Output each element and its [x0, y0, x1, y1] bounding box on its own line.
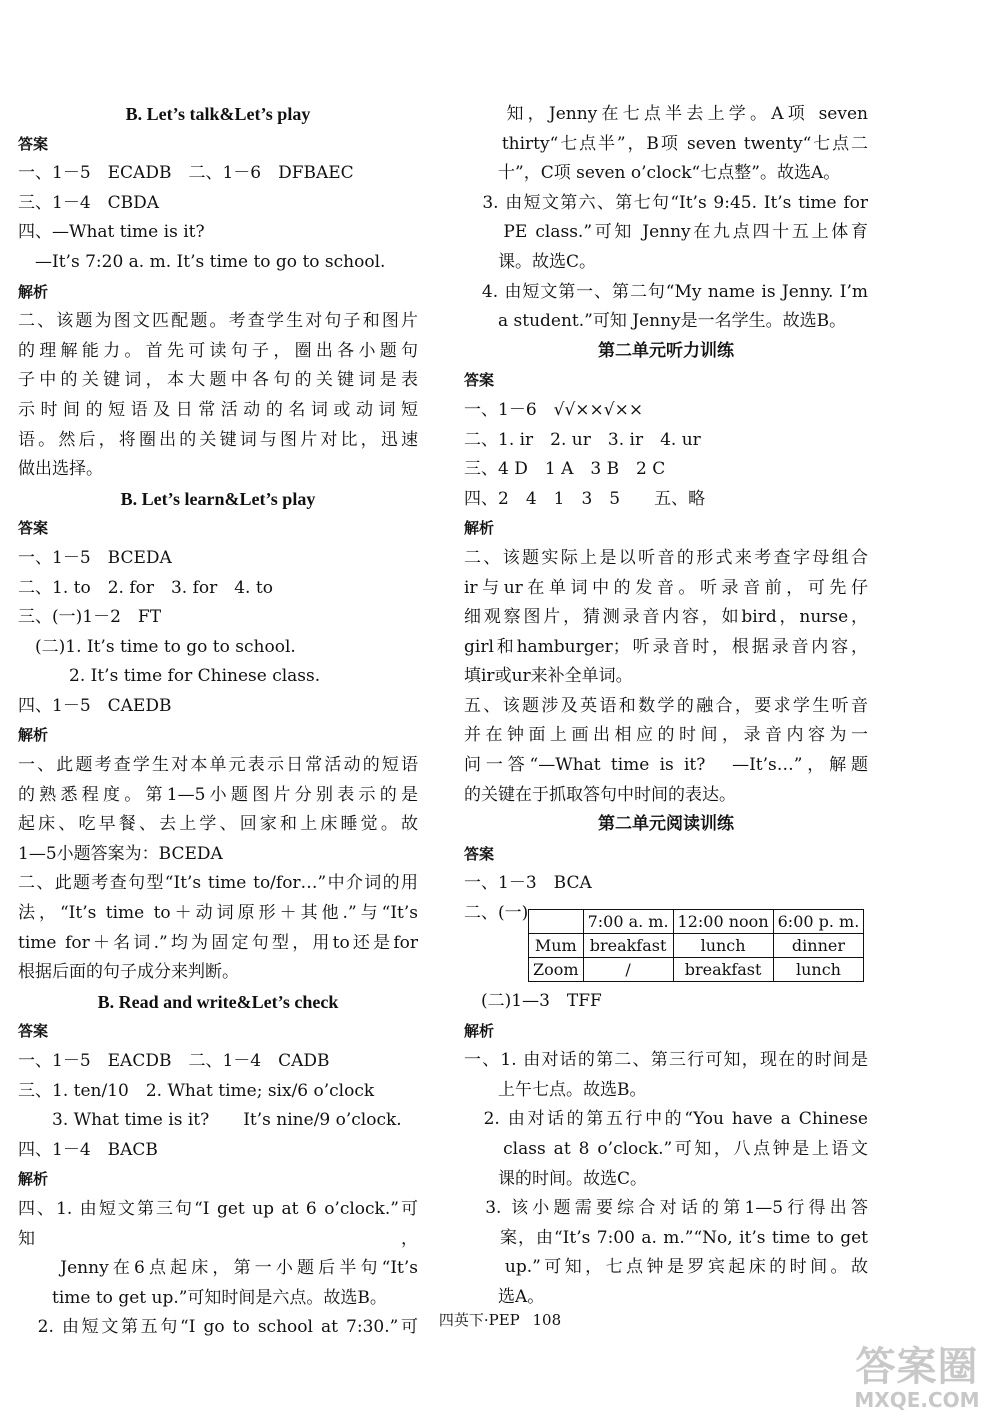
section-label: 解析: [18, 726, 49, 745]
left-column: [18, 100, 418, 1343]
text-line: 一、1－5 BCEDA: [18, 547, 172, 568]
table-row: [529, 934, 864, 958]
text-line: 三、1－4 CBDA: [18, 192, 160, 213]
text-line: 四、1－4 BACB: [18, 1139, 158, 1160]
text-line: 法，“It’s time to＋动词原形＋其他.”与“It’s: [18, 903, 418, 924]
table-cell: Zoom: [529, 958, 584, 982]
section-heading: 第二单元听力训练: [598, 340, 734, 361]
text-line: 一、1－5 EACDB 二、1－4 CADB: [18, 1051, 330, 1071]
text-line: 的熟悉程度。第1—5小题图片分别表示的是: [18, 784, 418, 805]
text-line: 四、1. 由短文第三句“I get up at 6 o’clock.”可知，: [18, 1198, 418, 1249]
text-line: 四、1－5 CAEDB: [18, 695, 172, 716]
text-line: up.”可知，七点钟是罗宾起床的时间。故: [464, 1257, 868, 1278]
text-line: 二、1. to 2. for 3. for 4. to: [18, 577, 273, 598]
table-row: [529, 958, 864, 982]
text-line: 上午七点。故选B。: [464, 1079, 647, 1100]
text-line: 并在钟面上画出相应的时间，录音内容为一: [464, 725, 868, 746]
text-line: 四、—What time is it?: [18, 222, 205, 243]
text-line: 二、此题考查句型“It’s time to/for…”中介词的用: [18, 873, 418, 894]
text-line: 做出选择。: [18, 459, 103, 480]
text-line: 2. 由对话的第五行中的“You have a Chinese: [464, 1109, 868, 1130]
text-line: a student.”可知 Jenny是一名学生。故选B。: [464, 311, 847, 332]
text-line: (二)1—3 TFF: [464, 991, 602, 1012]
page-number: 108: [532, 1311, 562, 1329]
text-line: 一、1－5 ECADB 二、1－6 DFBAEC: [18, 163, 354, 184]
text-line: 二、该题为图文匹配题。考查学生对句子和图片: [18, 311, 418, 332]
text-line: 示时间的短语及日常活动的名词或动词短: [18, 399, 418, 420]
text-line: 3. What time is it? It’s nine/9 o’clock.: [18, 1110, 402, 1131]
text-line: Jenny在6点起床，第一小题后半句“It’s: [18, 1258, 418, 1279]
text-line: 根据后面的句子成分来判断。: [18, 962, 239, 983]
text-line: 二、1. ir 2. ur 3. ir 4. ur: [464, 429, 701, 450]
text-line: 四、2 4 1 3 5 五、略: [464, 488, 706, 509]
table-header-cell: 7:00 a. m.: [583, 910, 673, 934]
section-label: 答案: [18, 519, 49, 538]
text-line: 一、1－3 BCA: [464, 873, 592, 894]
text-line: time for＋名词.”均为固定句型，用to还是for: [18, 932, 418, 953]
table-prefix: 二、(一): [464, 903, 529, 924]
text-line: 2. It’s time for Chinese class.: [18, 666, 321, 687]
table-cell: /: [583, 958, 673, 982]
table-cell: lunch: [673, 934, 773, 958]
text-line: 2. 由短文第五句“I go to school at 7:30.”可: [18, 1317, 418, 1338]
text-line: time to get up.”可知时间是六点。故选B。: [18, 1287, 387, 1308]
table-header-cell: [529, 910, 584, 934]
right-column: [464, 100, 868, 1313]
text-line: 选A。: [464, 1286, 545, 1307]
table-header-cell: 6:00 p. m.: [773, 910, 864, 934]
text-line: 3. 由短文第六、第七句“It’s 9:45. It’s time for: [464, 192, 868, 213]
text-line: 1—5小题答案为：BCEDA: [18, 843, 223, 864]
watermark-logo: [842, 1345, 992, 1415]
table-cell: breakfast: [583, 934, 673, 958]
text-line: 3. 该小题需要综合对话的第1—5行得出答: [464, 1198, 868, 1219]
right-column-part-b: [464, 987, 868, 1313]
table-row: [529, 910, 864, 934]
text-line: 4. 由短文第一、第二句“My name is Jenny. I’m: [464, 281, 868, 302]
section-heading: B. Read and write&Let’s check: [97, 991, 339, 1012]
text-line: 起床、吃早餐、去上学、回家和上床睡觉。故: [18, 814, 418, 835]
text-line: 十”，C项 seven o’clock“七点整”。故选A。: [464, 163, 841, 184]
section-label: 解析: [464, 1021, 495, 1040]
table-cell: lunch: [773, 958, 864, 982]
text-line: —It’s 7:20 a. m. It’s time to go to school.: [18, 251, 386, 272]
text-line: class at 8 o’clock.”可知，八点钟是上语文: [464, 1139, 868, 1159]
text-line: 三、1. ten/10 2. What time; six/6 o’clock: [18, 1080, 375, 1101]
text-line: 子中的关键词，本大题中各句的关键词是表: [18, 370, 418, 391]
text-line: 一、此题考查学生对本单元表示日常活动的短语: [18, 755, 418, 776]
text-line: 填ir或ur来补全单词。: [464, 666, 633, 687]
section-label: 解析: [464, 519, 495, 538]
schedule-table-row: [464, 899, 868, 987]
text-line: 细观察图片，猜测录音内容，如bird，nurse，: [464, 607, 868, 628]
text-line: 的关键在于抓取答句中时间的表达。: [464, 784, 736, 805]
section-label: 答案: [18, 134, 49, 153]
table-header-cell: 12:00 noon: [673, 910, 773, 934]
text-line: PE class.”可知 Jenny在九点四十五上体育: [464, 222, 868, 243]
schedule-table: [528, 909, 864, 982]
section-heading: B. Let’s learn&Let’s play: [120, 488, 316, 509]
table-cell: dinner: [773, 934, 864, 958]
table-cell: Mum: [529, 934, 584, 958]
section-label: 答案: [18, 1022, 49, 1041]
page-footer: [0, 1309, 1000, 1330]
text-line: 一、1. 由对话的第二、第三行可知，现在的时间是: [464, 1050, 868, 1071]
text-line: ir与ur在单词中的发音。听录音前，可先仔: [464, 577, 868, 598]
watermark-sub: MXQE.COM: [854, 1388, 980, 1412]
book-label: 四英下·PEP: [438, 1311, 520, 1329]
text-line: thirty“七点半”，B项 seven twenty“七点二: [464, 133, 868, 154]
right-column-part-a: [464, 100, 868, 899]
watermark-main: 答案圈: [855, 1344, 979, 1390]
text-line: 二、该题实际上是以听音的形式来考查字母组合: [464, 547, 868, 568]
section-heading: B. Let’s talk&Let’s play: [125, 104, 311, 124]
section-label: 答案: [464, 371, 495, 390]
text-line: 知，Jenny在七点半去上学。A项 seven: [464, 104, 868, 124]
text-line: 一、1－6 √√××√××: [464, 399, 644, 420]
text-line: 的理解能力。首先可读句子，圈出各小题句: [18, 340, 418, 361]
text-line: 五、该题涉及英语和数学的融合，要求学生听音: [464, 695, 868, 716]
section-heading: 第二单元阅读训练: [598, 814, 734, 835]
text-line: 课。故选C。: [464, 251, 597, 272]
text-line: (二)1. It’s time to go to school.: [18, 636, 296, 657]
section-label: 答案: [464, 844, 495, 863]
section-label: 解析: [18, 282, 49, 301]
section-label: 解析: [18, 1170, 49, 1189]
text-line: 语。然后，将圈出的关键词与图片对比，迅速: [18, 429, 418, 450]
text-line: 课的时间。故选C。: [464, 1168, 648, 1189]
text-line: girl和hamburger；听录音时，根据录音内容，: [464, 636, 868, 657]
text-line: 三、4 D 1 A 3 B 2 C: [464, 459, 666, 480]
text-line: 问一答“—What time is it? —It’s…”，解题: [464, 755, 868, 776]
text-line: 三、(一)1－2 FT: [18, 607, 162, 628]
table-cell: breakfast: [673, 958, 773, 982]
text-line: 案，由“It’s 7:00 a. m.”“No, it’s time to get: [464, 1227, 868, 1248]
